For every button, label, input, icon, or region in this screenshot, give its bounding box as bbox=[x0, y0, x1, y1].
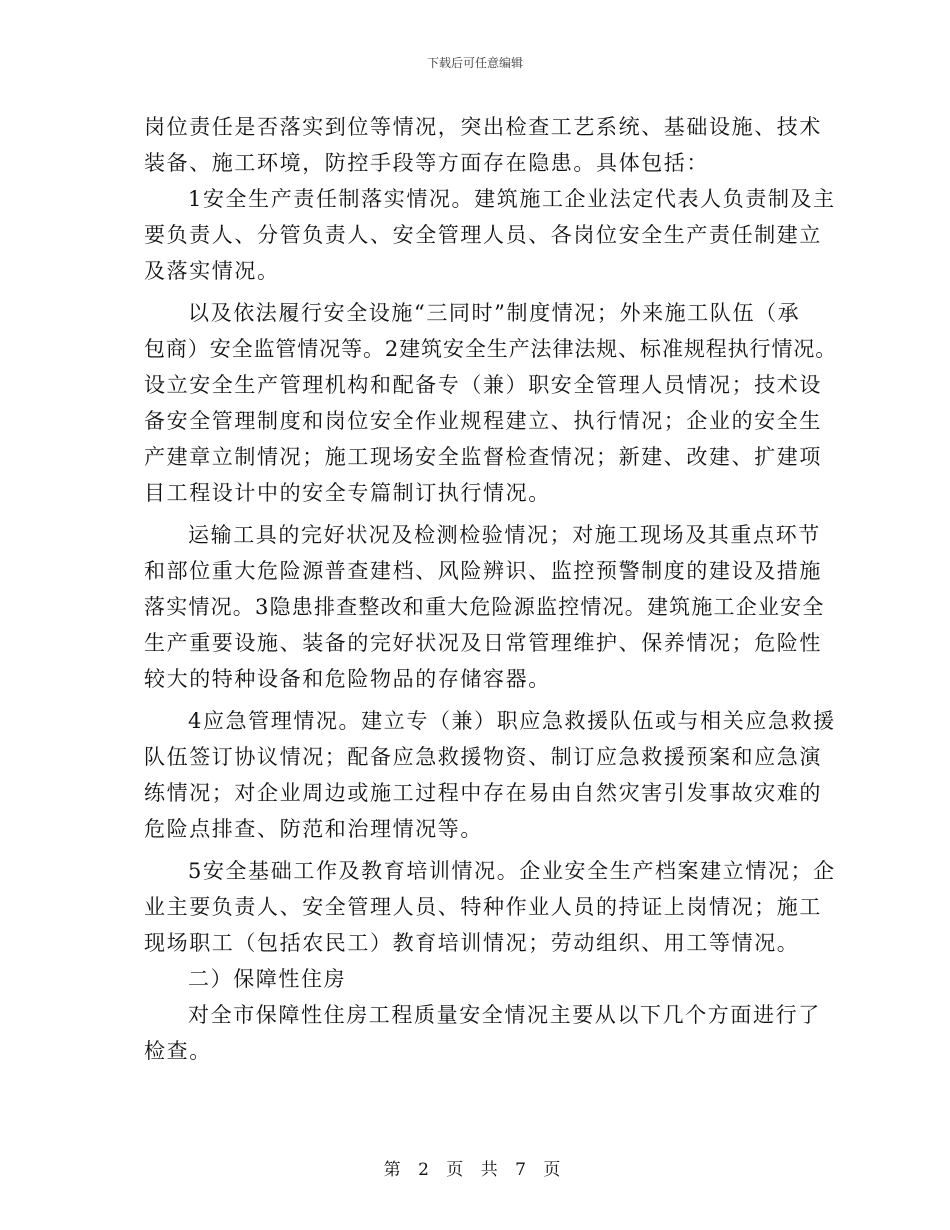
text-line: 要负责人、分管负责人、安全管理人员、各岗位安全生产责任制建立 bbox=[144, 223, 822, 247]
text-line: 检查。 bbox=[144, 1039, 212, 1063]
text-line: 产建章立制情况；施工现场安全监督检查情况；新建、改建、扩建项 bbox=[144, 445, 822, 469]
text-line: 目工程设计中的安全专篇制订执行情况。 bbox=[144, 481, 551, 505]
text-line: 现场职工（包括农民工）教育培训情况；劳动组织、用工等情况。 bbox=[144, 931, 800, 955]
text-line: 岗位责任是否落实到位等情况，突出检查工艺系统、基础设施、技术 bbox=[144, 115, 822, 139]
text-line: 设立安全生产管理机构和配备专（兼）职安全管理人员情况；技术设 bbox=[144, 373, 822, 397]
text-line: 包商）安全监管情况等。2建筑安全生产法律法规、标准规程执行情况。 bbox=[144, 337, 838, 361]
text-line: 1安全生产责任制落实情况。建筑施工企业法定代表人负责制及主 bbox=[188, 187, 836, 211]
text-line: 较大的特种设备和危险物品的存储容器。 bbox=[144, 667, 551, 691]
text-line: 落实情况。3隐患排查整改和重大危险源监控情况。建筑施工企业安全 bbox=[144, 595, 825, 619]
page-footer: 第 2 页 共 7 页 bbox=[383, 1160, 567, 1180]
text-line: 危险点排查、防范和治理情况等。 bbox=[144, 817, 483, 841]
text-line: 生产重要设施、装备的完好状况及日常管理维护、保养情况；危险性 bbox=[144, 631, 822, 655]
text-line: 业主要负责人、安全管理人员、特种作业人员的持证上岗情况；施工 bbox=[144, 895, 822, 919]
section-heading: 二）保障性住房 bbox=[188, 967, 347, 991]
page-header: 下载后可任意编辑 bbox=[426, 56, 523, 70]
text-line: 备安全管理制度和岗位安全作业规程建立、执行情况；企业的安全生 bbox=[144, 409, 822, 433]
text-line: 5安全基础工作及教育培训情况。企业安全生产档案建立情况；企 bbox=[188, 859, 836, 883]
text-line: 4应急管理情况。建立专（兼）职应急救援队伍或与相关应急救援 bbox=[188, 709, 836, 733]
text-line: 和部位重大危险源普查建档、风险辨识、监控预警制度的建设及措施 bbox=[144, 559, 822, 583]
text-line: 队伍签订协议情况；配备应急救援物资、制订应急救援预案和应急演 bbox=[144, 745, 822, 769]
text-line: 运输工具的完好状况及检测检验情况；对施工现场及其重点环节 bbox=[188, 523, 821, 547]
text-line: 以及依法履行安全设施“三同时”制度情况；外来施工队伍（承 bbox=[188, 301, 801, 325]
text-line: 练情况；对企业周边或施工过程中存在易由自然灾害引发事故灾难的 bbox=[144, 781, 822, 805]
text-line: 及落实情况。 bbox=[144, 259, 280, 283]
text-line: 装备、施工环境，防控手段等方面存在隐患。具体包括： bbox=[144, 151, 709, 175]
text-line: 对全市保障性住房工程质量安全情况主要从以下几个方面进行了 bbox=[188, 1003, 821, 1027]
